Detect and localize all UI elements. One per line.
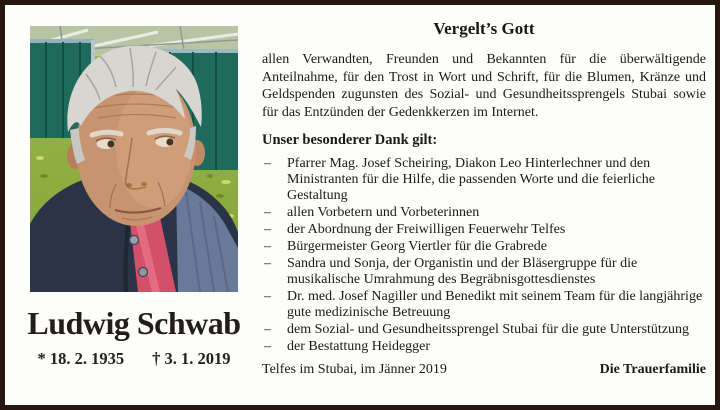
title: Vergelt’s Gott <box>433 19 535 38</box>
memorial-photo-illustration <box>30 26 238 292</box>
thanks-item <box>262 322 706 338</box>
closing-row <box>262 361 706 379</box>
thanks-item <box>262 156 706 204</box>
dash-bullet: – <box>264 256 271 271</box>
thanks-heading: Unser besonderer Dank gilt: <box>262 132 438 148</box>
dash-bullet: – <box>264 222 271 237</box>
death-date: † 3. 1. 2019 <box>152 349 231 368</box>
thanks-item <box>262 289 706 321</box>
dash-bullet: – <box>264 205 271 220</box>
deceased-name: Ludwig Schwab <box>27 305 241 341</box>
thanks-item-text: Bürgermeister Georg Viertler für die Grabrede <box>287 239 548 254</box>
thanks-item <box>262 256 706 288</box>
memorial-photo <box>30 26 238 292</box>
thanks-item <box>262 339 706 355</box>
thank-you-text <box>262 19 706 379</box>
thanks-item-text: der Bestattung Heidegger <box>287 339 431 354</box>
birth-date: * 18. 2. 1935 <box>37 349 125 368</box>
thanks-item-text: der Abordnung der Freiwilligen Feuerwehr Telfes <box>287 222 566 237</box>
intro-paragraph: allen Verwandten, Freunden und Bekannten für die überwältigende Anteilnahme, für den Trost in Wort und Schrift, für die Blumen, Kränze und Geldspenden zugunsten des Sozial- und Gesundheitssprengels Stubai sowie für das Entzünden der Gedenkkerzen im Internet. <box>262 52 706 120</box>
thanks-item-text: Dr. med. Josef Nagiller und Benedikt mit seinem Team für die langjährige gute medizinische Betreuung <box>287 289 703 320</box>
closing-place-date: Telfes im Stubai, im Jänner 2019 <box>262 362 447 377</box>
dash-bullet: – <box>264 156 271 171</box>
dash-bullet: – <box>264 322 271 337</box>
dash-bullet: – <box>264 289 271 304</box>
thanks-list <box>262 156 706 355</box>
thanks-item <box>262 222 706 238</box>
closing-signature: Die Trauerfamilie <box>599 362 706 377</box>
dash-bullet: – <box>264 339 271 354</box>
thanks-item-text: Sandra und Sonja, der Organistin und der Bläsergruppe für die musikalische Umrahmung des Begräbnisgottesdienstes <box>287 256 638 287</box>
thanks-item-text: Pfarrer Mag. Josef Scheiring, Diakon Leo Hinterlechner und den Ministranten für die Hilfe, die passenden Worte und die feierliche Gestaltung <box>287 156 655 203</box>
thanks-item <box>262 205 706 221</box>
dash-bullet: – <box>264 239 271 254</box>
thanks-item-text: dem Sozial- und Gesundheitssprengel Stubai für die gute Unterstützung <box>287 322 690 337</box>
thanks-item-text: allen Vorbetern und Vorbeterinnen <box>287 205 480 220</box>
life-dates <box>20 349 248 369</box>
thanks-item <box>262 239 706 255</box>
